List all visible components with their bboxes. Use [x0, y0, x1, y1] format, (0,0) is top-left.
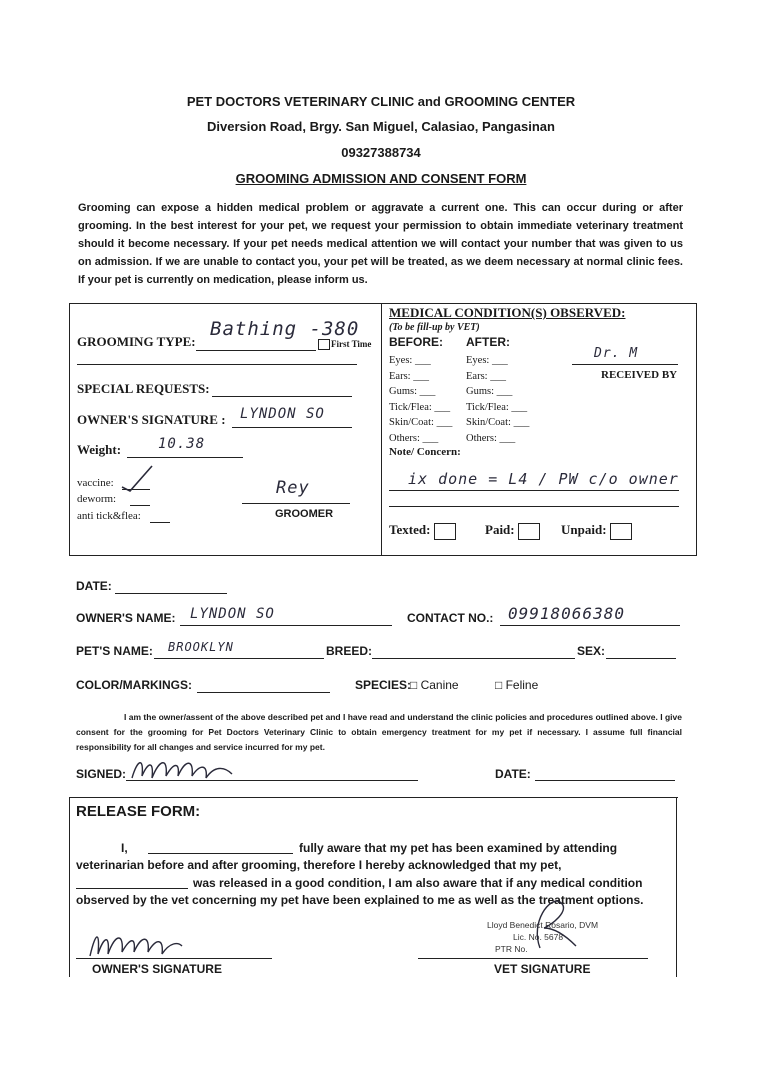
release-line2: veterinarian before and after grooming, therefore I hereby acknowledged that my pet, — [76, 858, 562, 872]
signed-label: SIGNED: — [76, 767, 127, 781]
unpaid-label: Unpaid: — [561, 522, 607, 537]
box-divider — [381, 304, 382, 555]
vaccine-check-mark — [118, 463, 158, 493]
medical-title: MEDICAL CONDITION(S) OBSERVED: — [389, 305, 626, 320]
owner-name-value[interactable]: LYNDON SO — [190, 606, 275, 622]
note-value[interactable]: ix done = L4 / PW c/o owner — [408, 470, 679, 488]
paid-group — [485, 522, 540, 540]
release-line3: was released in a good condition, I am also aware that if any medical condition — [193, 876, 643, 890]
after-ears: Ears: ___ — [466, 370, 506, 382]
release-pet-field[interactable] — [76, 888, 188, 889]
owner-signature-value[interactable]: LYNDON SO — [240, 406, 325, 422]
species-label: SPECIES: — [355, 678, 412, 692]
after-list — [466, 353, 529, 446]
after-gums: Gums: ___ — [466, 386, 513, 397]
weight-value[interactable]: 10.38 — [158, 436, 206, 452]
release-line4: observed by the vet concerning my pet have been explained to me as well as the treatment options. — [76, 893, 644, 907]
feline-option[interactable]: □ Feline — [495, 678, 539, 692]
intro-paragraph: Grooming can expose a hidden medical problem or aggravate a current one. This can occur during or after grooming. In the best interest for your pet, we request your permission to obtain immediate veterinary treatment should it become necessary. If your pet needs medical attention we will contact your number that was given to us on admission. If we are unable to contact you, your pet will be treated, as we deem necessary at normal clinic fees. If your pet is currently on medication, please inform us. — [78, 202, 683, 286]
owner-name-label: OWNER'S NAME: — [76, 611, 176, 625]
groomer-signature[interactable]: Rey — [276, 478, 310, 498]
before-ears: Ears: ___ — [389, 370, 429, 382]
received-by-label: RECEIVED BY — [601, 369, 678, 381]
release-owner-signature-scribble — [86, 926, 186, 962]
deworm-label: deworm: — [77, 493, 117, 505]
vet-stamp-name: Lloyd Benedict Rosario, DVM — [487, 920, 599, 930]
owner-signature-scribble — [128, 752, 238, 786]
grooming-type-label: GROOMING TYPE: — [77, 334, 196, 349]
paid-label: Paid: — [485, 522, 515, 537]
contact-value[interactable]: 09918066380 — [508, 604, 625, 623]
before-gums: Gums: ___ — [389, 386, 436, 397]
texted-checkbox[interactable] — [434, 523, 456, 540]
special-requests-field[interactable] — [212, 396, 352, 397]
vet-stamp-lic: Lic. No. 5678 — [513, 932, 564, 942]
after-eyes: Eyes: ___ — [466, 355, 508, 366]
date-label: DATE: — [76, 579, 112, 593]
date-field[interactable] — [115, 593, 227, 594]
consent-paragraph: I am the owner/assent of the above described pet and I have read and understand the clinic policies and procedures outlined above. I give consent for the grooming for Pet Doctors Veterinary Clinic to obtain emergency treatment for my pet if necessary. I assume full financial responsibility for all changes and service incurred for my pet. — [76, 712, 682, 752]
owner-signature-label: OWNER'S SIGNATURE : — [77, 412, 226, 427]
after-tick: Tick/Flea: ___ — [466, 401, 528, 413]
anti-tick-label: anti tick&flea: — [77, 510, 141, 522]
medical-subtitle: (To be fill-up by VET) — [389, 322, 480, 333]
vet-stamp-ptr: PTR No. — [495, 944, 528, 954]
unpaid-group — [561, 522, 632, 540]
grooming-type-value[interactable]: Bathing -380 — [210, 318, 360, 340]
release-name-field[interactable] — [148, 853, 293, 854]
release-title: RELEASE FORM: — [76, 803, 201, 820]
before-list — [389, 353, 452, 446]
clinic-phone: 09327388734 — [341, 145, 421, 160]
texted-group — [389, 522, 456, 540]
signed-date-label: DATE: — [495, 767, 531, 781]
breed-field[interactable] — [372, 658, 575, 659]
texted-label: Texted: — [389, 522, 431, 537]
sex-field[interactable] — [606, 658, 676, 659]
special-requests-label: SPECIAL REQUESTS: — [77, 381, 210, 396]
release-i-label: I, — [121, 841, 128, 855]
color-label: COLOR/MARKINGS: — [76, 678, 192, 692]
weight-label: Weight: — [77, 442, 122, 457]
first-time-checkbox[interactable] — [318, 339, 330, 350]
unpaid-checkbox[interactable] — [610, 523, 632, 540]
form-title: GROOMING ADMISSION AND CONSENT FORM — [235, 171, 527, 186]
owner-signature-label-release: OWNER'S SIGNATURE — [92, 962, 222, 976]
before-others: Others: ___ — [389, 432, 439, 444]
canine-option[interactable]: □ Canine — [410, 678, 459, 692]
pet-name-label: PET'S NAME: — [76, 644, 153, 658]
groomer-label: GROOMER — [275, 508, 334, 520]
after-label: AFTER: — [466, 335, 510, 349]
release-line1: fully aware that my pet has been examined by attending — [299, 841, 618, 855]
vet-signature-scribble — [520, 892, 580, 952]
received-by-value[interactable]: Dr. M — [594, 346, 639, 361]
vet-signature-label: VET SIGNATURE — [494, 962, 591, 976]
before-label: BEFORE: — [389, 335, 443, 349]
after-others: Others: ___ — [466, 432, 516, 444]
before-tick: Tick/Flea: ___ — [389, 401, 451, 413]
vaccine-label: vaccine: — [77, 477, 114, 489]
breed-label: BREED: — [326, 644, 373, 658]
after-skin: Skin/Coat: ___ — [466, 417, 530, 428]
note-label: Note/ Concern: — [389, 446, 461, 458]
before-eyes: Eyes: ___ — [389, 355, 431, 366]
sex-label: SEX: — [577, 644, 606, 658]
first-time-label: First Time — [331, 339, 372, 349]
color-field[interactable] — [197, 692, 330, 693]
pet-name-value[interactable]: BROOKLYN — [168, 640, 234, 654]
clinic-name: PET DOCTORS VETERINARY CLINIC and GROOMING CENTER — [186, 94, 576, 109]
contact-label: CONTACT NO.: — [407, 611, 494, 625]
clinic-address: Diversion Road, Brgy. San Miguel, Calasiao, Pangasinan — [207, 119, 555, 134]
before-skin: Skin/Coat: ___ — [389, 417, 453, 428]
paid-checkbox[interactable] — [518, 523, 540, 540]
signed-date-field[interactable] — [535, 780, 675, 781]
